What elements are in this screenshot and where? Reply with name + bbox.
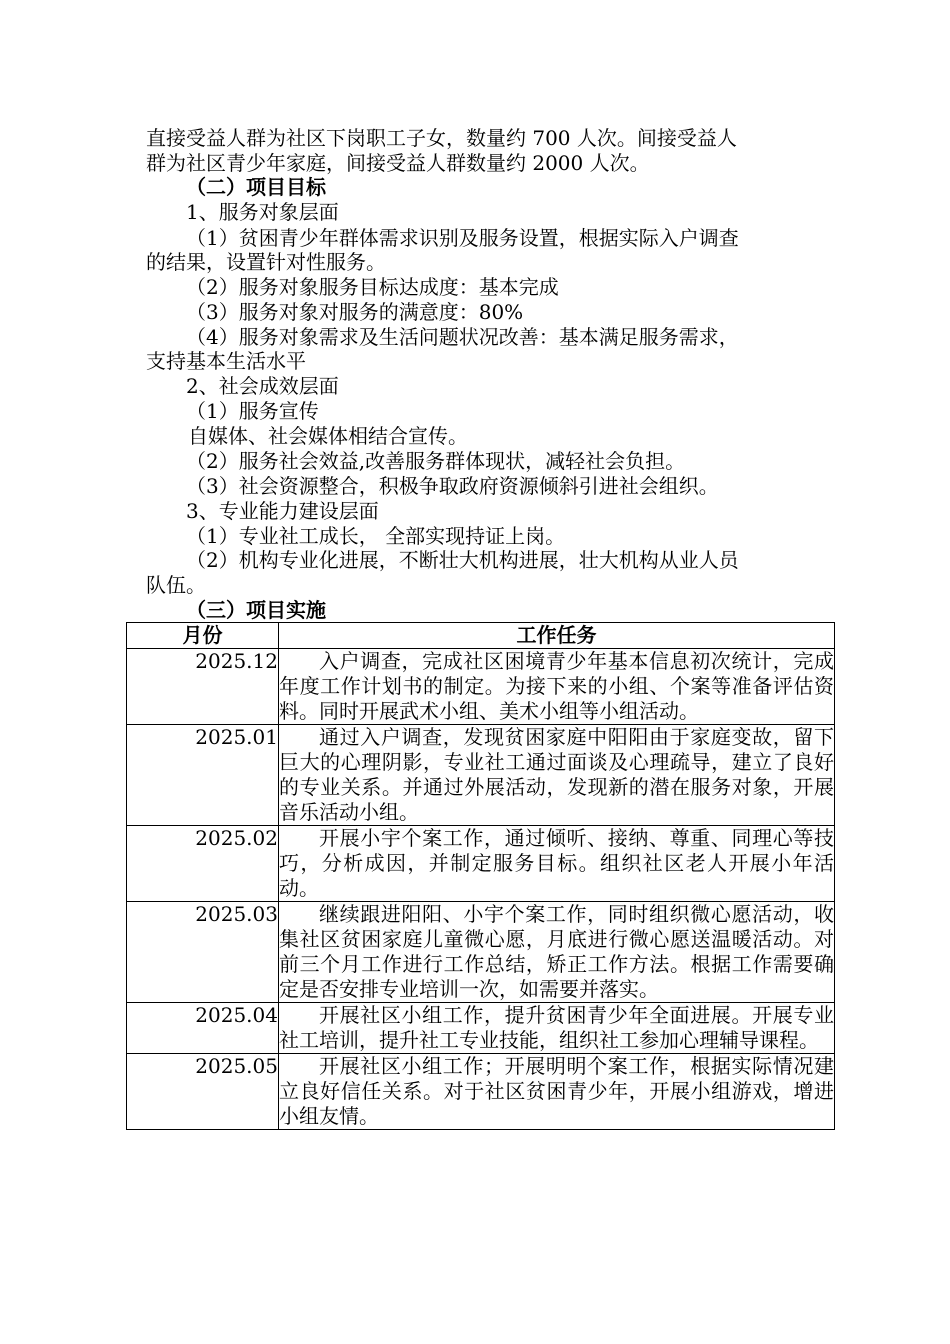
month-cell: 2025.03 <box>127 902 279 1003</box>
social-item-2: （2）服务社会效益,改善服务群体现状，减轻社会负担。 <box>186 449 686 473</box>
month-cell: 2025.05 <box>127 1054 279 1130</box>
social-item-3: （3）社会资源整合，积极争取政府资源倾斜引进社会组织。 <box>186 474 719 498</box>
capacity-item-1: （1）专业社工成长， 全部实现持证上岗。 <box>186 524 566 548</box>
section-heading-implementation: （三）项目实施 <box>186 598 326 622</box>
goal-item-4: （4）服务对象需求及生活问题状况改善：基本满足服务需求， <box>186 325 739 349</box>
task-cell: 入户调查，完成社区困境青少年基本信息初次统计，完成年度工作计划书的制定。为接下来的小组、个案等准备评估资料。同时开展武术小组、美术小组等小组活动。 <box>279 649 834 723</box>
task-cell: 开展社区小组工作；开展明明个案工作，根据实际情况建立良好信任关系。对于社区贫困青少年，开展小组游戏，增进小组友情。 <box>279 1054 834 1128</box>
task-cell: 继续跟进阳阳、小宇个案工作，同时组织微心愿活动，收集社区贫困家庭儿童微心愿，月底进行微心愿送温暖活动。对前三个月工作进行工作总结，矫正工作方法。根据工作需要确定是否安排专业培训一次，如需要并落实。 <box>279 902 834 1001</box>
intro-line-2: 群为社区青少年家庭，间接受益人群数量约 2000 人次。 <box>146 151 650 175</box>
table-row <box>127 1003 835 1054</box>
section-heading-goals: （二）项目目标 <box>186 175 326 199</box>
goal-item-2: （2）服务对象服务目标达成度：基本完成 <box>186 275 559 299</box>
month-cell: 2025.04 <box>127 1003 279 1054</box>
table-row <box>127 826 835 902</box>
table-row <box>127 902 835 1003</box>
goal-item-1: （1）贫困青少年群体需求识别及服务设置，根据实际入户调查 <box>186 226 739 250</box>
column-header-month: 月份 <box>127 623 279 649</box>
table-row <box>127 725 835 826</box>
subheading-social-level: 2、社会成效层面 <box>186 374 339 398</box>
task-cell: 开展小宇个案工作，通过倾听、接纳、尊重、同理心等技巧，分析成因，并制定服务目标。组织社区老人开展小年活动。 <box>279 826 834 900</box>
column-header-task: 工作任务 <box>279 623 835 649</box>
task-cell: 通过入户调查，发现贫困家庭中阳阳由于家庭变故，留下巨大的心理阴影，专业社工通过面谈及心理疏导，建立了良好的专业关系。并通过外展活动，发现新的潜在服务对象，开展音乐活动小组。 <box>279 725 834 824</box>
goal-item-4-cont: 支持基本生活水平 <box>146 349 306 373</box>
table-row <box>127 649 835 725</box>
goal-item-1-cont: 的结果，设置针对性服务。 <box>146 250 386 274</box>
implementation-table <box>126 622 835 1130</box>
subheading-service-level: 1、服务对象层面 <box>186 200 339 224</box>
social-item-1: （1）服务宣传 <box>186 399 319 423</box>
social-item-1-detail: 自媒体、社会媒体相结合宣传。 <box>188 424 468 448</box>
table-row <box>127 1054 835 1130</box>
table-header-row <box>127 623 835 649</box>
intro-line-1: 直接受益人群为社区下岗职工子女，数量约 700 人次。间接受益人 <box>146 126 737 150</box>
month-cell: 2025.02 <box>127 826 279 902</box>
task-cell: 开展社区小组工作，提升贫困青少年全面进展。开展专业社工培训，提升社工专业技能，组织社工参加心理辅导课程。 <box>279 1003 834 1052</box>
capacity-item-2-cont: 队伍。 <box>146 573 206 597</box>
month-cell: 2025.12 <box>127 649 279 725</box>
goal-item-3: （3）服务对象对服务的满意度：80% <box>186 300 524 324</box>
month-cell: 2025.01 <box>127 725 279 826</box>
subheading-capacity-level: 3、专业能力建设层面 <box>186 499 379 523</box>
capacity-item-2: （2）机构专业化进展，不断壮大机构进展，壮大机构从业人员 <box>186 548 739 572</box>
